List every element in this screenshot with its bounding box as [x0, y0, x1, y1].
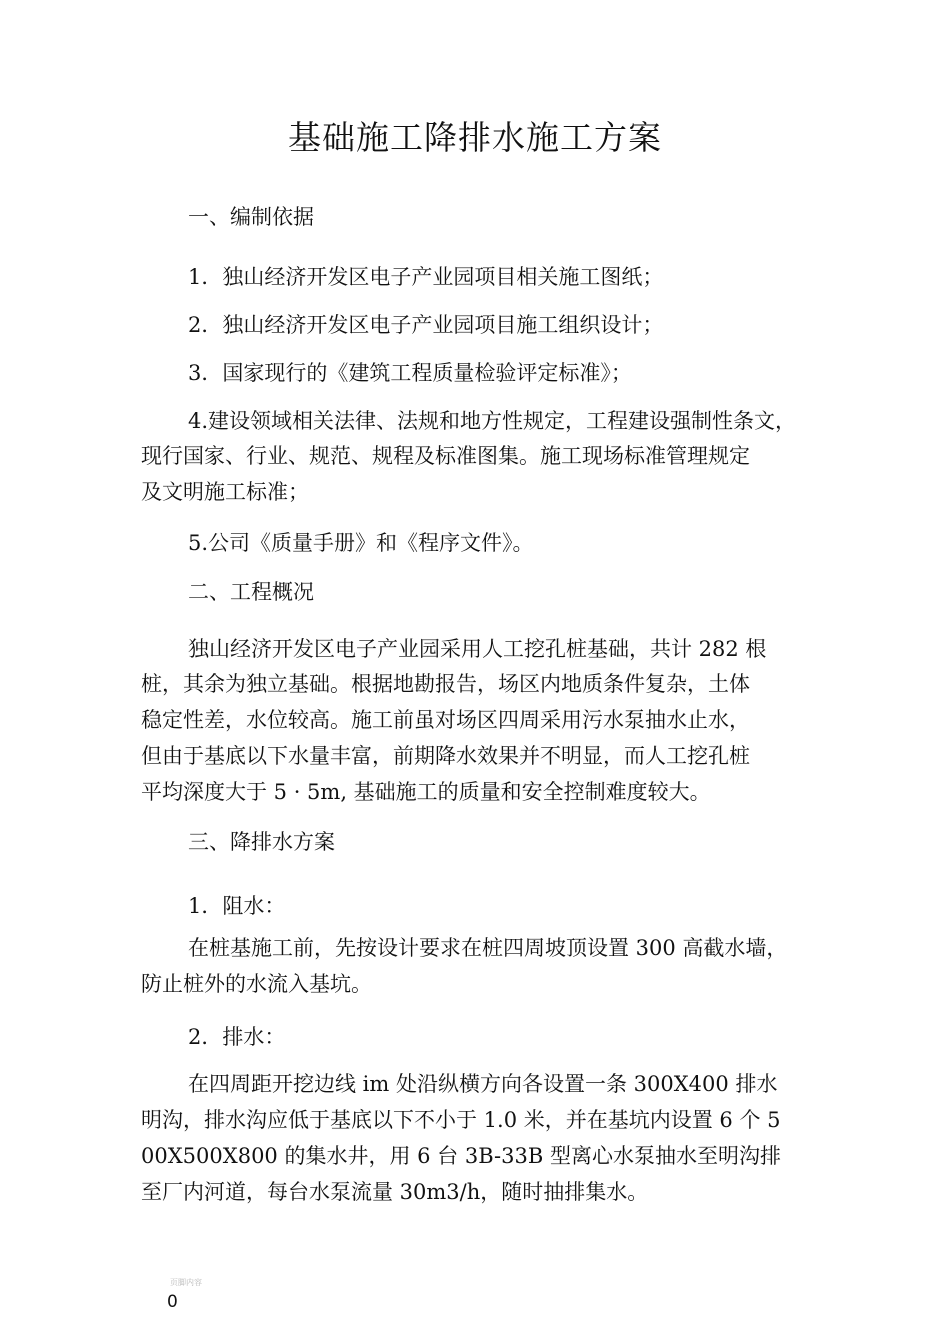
list-item-4-line-2: 现行国家、行业、规范、规程及标准图集。施工现场标准管理规定 [141, 444, 750, 468]
section-heading-2: 二、工程概况 [188, 580, 314, 604]
overview-line-3: 稳定性差，水位较高。施工前虽对场区四周采用污水泵抽水止水， [141, 708, 750, 732]
list-item-1: 1．独山经济开发区电子产业园项目相关施工图纸； [188, 265, 664, 289]
footer-label: 页脚内容 [170, 1278, 202, 1287]
drainage-line-1: 在四周距开挖边线 im 处沿纵横方向各设置一条 300X400 排水 [188, 1072, 778, 1096]
blocking-line-2: 防止桩外的水流入基坑。 [141, 972, 372, 996]
blocking-line-1: 在桩基施工前，先按设计要求在桩四周坡顶设置 300 高截水墙， [188, 936, 788, 960]
list-item-2: 2．独山经济开发区电子产业园项目施工组织设计； [188, 313, 664, 337]
list-item-4-line-1: 4.建设领域相关法律、法规和地方性规定，工程建设强制性条文， [188, 409, 797, 433]
overview-line-4: 但由于基底以下水量丰富，前期降水效果并不明显，而人工挖孔桩 [141, 744, 750, 768]
overview-line-1: 独山经济开发区电子产业园采用人工挖孔桩基础，共计 282 根 [188, 637, 767, 661]
list-item-5: 5.公司《质量手册》和《程序文件》。 [188, 531, 534, 555]
overview-line-5: 平均深度大于 5 · 5m, 基础施工的质量和安全控制难度较大。 [141, 780, 711, 804]
drainage-line-2: 明沟，排水沟应低于基底以下不小于 1.0 米，并在基坑内设置 6 个 5 [141, 1108, 781, 1132]
page-title: 基础施工降排水施工方案 [288, 118, 662, 157]
section-heading-3: 三、降排水方案 [188, 830, 335, 854]
subheading-drainage: 2．排水： [188, 1025, 286, 1049]
page-number: 0 [167, 1292, 178, 1312]
section-heading-1: 一、编制依据 [188, 205, 314, 229]
list-item-4-line-3: 及文明施工标准； [141, 480, 309, 504]
drainage-line-4: 至厂内河道，每台水泵流量 30m3/h，随时抽排集水。 [141, 1180, 649, 1204]
drainage-line-3: 00X500X800 的集水井，用 6 台 3B-33B 型离心水泵抽水至明沟排 [141, 1144, 781, 1168]
subheading-blocking: 1．阻水： [188, 894, 286, 918]
overview-line-2: 桩，其余为独立基础。根据地勘报告，场区内地质条件复杂，土体 [141, 672, 750, 696]
list-item-3: 3．国家现行的《建筑工程质量检验评定标准》； [188, 361, 632, 385]
